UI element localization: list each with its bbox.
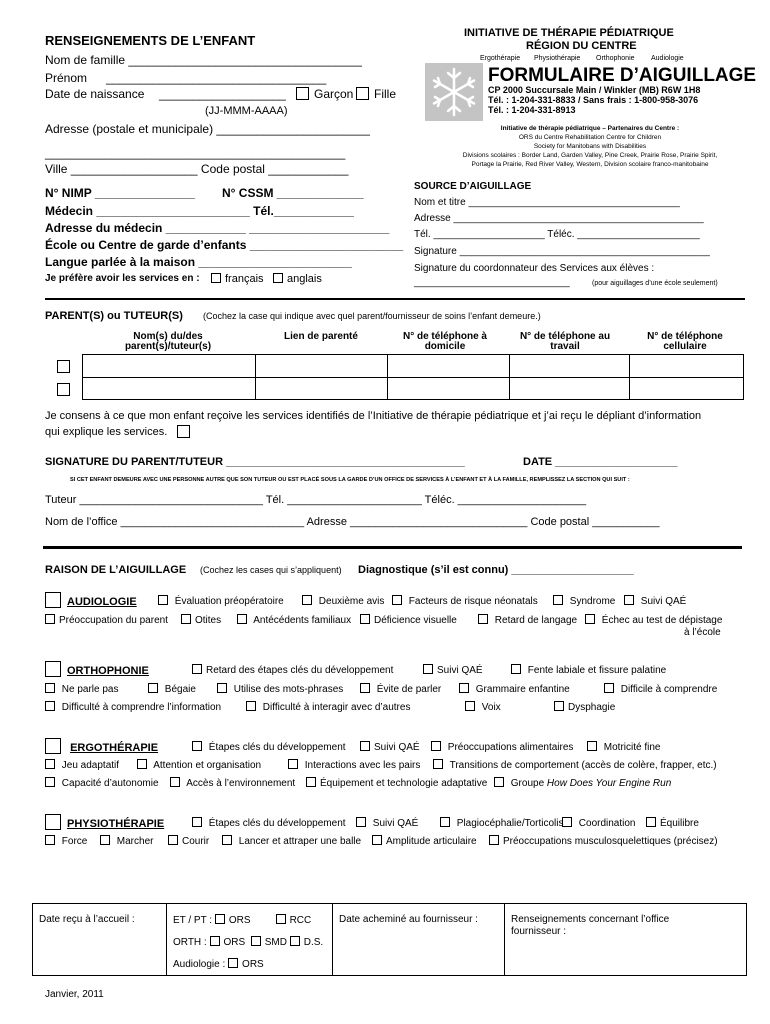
physio-option[interactable]: Équilibre — [646, 817, 699, 829]
initiative-title: INITIATIVE DE THÉRAPIE PÉDIATRIQUE — [464, 27, 674, 39]
parent-name-cell[interactable] — [83, 378, 256, 400]
ors-checkbox[interactable] — [210, 936, 220, 946]
date-sent-label: Date acheminé au fournisseur : — [339, 914, 478, 925]
child-section-title: RENSEIGNEMENTS DE L’ENFANT — [45, 33, 256, 48]
parent-name-cell[interactable] — [83, 355, 256, 378]
partners-title: Initiative de thérapie pédiatrique – Partenaires du Centre : — [500, 125, 680, 132]
discipline-ergo: Ergothérapie — [480, 55, 521, 62]
audio-option[interactable]: Otites — [181, 614, 221, 626]
school-field[interactable]: École ou Centre de garde d’enfants _______________________ — [45, 238, 404, 252]
french-label: français — [225, 273, 264, 285]
first-name-label: Prénom — [45, 71, 88, 85]
speech-option[interactable]: Suivi QAÉ — [423, 664, 483, 676]
checkbox-icon — [168, 835, 178, 845]
checkbox-icon — [302, 595, 312, 605]
speech-option[interactable]: Bégaie — [148, 683, 196, 695]
speech-option[interactable]: Difficile à comprendre — [604, 683, 717, 695]
ot-option[interactable]: Groupe How Does Your Engine Run — [494, 777, 671, 789]
ot-option[interactable]: Équipement et technologie adaptative — [306, 777, 487, 789]
guardian-note: SI CET ENFANT DEMEURE AVEC UNE PERSONNE AUTRE QUE SON TUTEUR OU EST PLACÉ SOUS LA GARDE D’UN OFFICE DE SERVICES À L’ENFANT ET À LA FAMILLE, REMPLISSEZ LA SECTION QUI SUIT : — [70, 477, 630, 483]
physio-option[interactable]: Amplitude articulaire — [372, 835, 477, 847]
physio-option[interactable]: Courir — [168, 835, 209, 847]
language-field[interactable]: Langue parlée à la maison _______________________ — [45, 255, 352, 269]
checkbox-icon — [237, 614, 247, 624]
table-row — [33, 904, 747, 976]
checkbox-icon — [217, 683, 227, 693]
checkbox-icon — [158, 595, 168, 605]
checkbox-icon — [45, 759, 55, 769]
col-header-names: Nom(s) du/des parent(s)/tuteur(s) — [124, 331, 212, 352]
physio-option[interactable]: Force — [45, 835, 87, 847]
speech-title: ORTHOPHONIE — [67, 665, 149, 677]
checkbox-icon — [273, 273, 283, 283]
reason-title: RAISON DE L’AIGUILLAGE — [45, 564, 187, 576]
footer-date: Janvier, 2011 — [45, 989, 104, 1000]
checkbox-icon — [45, 777, 55, 787]
col-header-cell-phone: N° de téléphone cellulaire — [647, 331, 723, 352]
speech-option[interactable]: Dysphagie — [554, 701, 615, 713]
english-checkbox[interactable] — [273, 273, 322, 285]
ot-section[interactable] — [45, 738, 158, 754]
table-row — [83, 378, 744, 400]
checkbox-icon — [306, 777, 316, 787]
checkbox-icon — [604, 683, 614, 693]
speech-option[interactable]: Grammaire enfantine — [459, 683, 570, 695]
source-title: SOURCE D’AIGUILLAGE — [414, 181, 532, 192]
checkbox-icon — [45, 614, 55, 624]
checkbox-icon — [587, 741, 597, 751]
parent-signature-field[interactable]: SIGNATURE DU PARENT/TUTEUR _______________________________________ — [45, 456, 465, 468]
parent1-checkbox[interactable] — [57, 360, 70, 373]
audio-option-cont: à l’école — [684, 627, 721, 638]
doctor-field[interactable]: Médecin _______________________ Tél.____________ — [45, 204, 354, 218]
discipline-physio: Physiothérapie — [534, 55, 581, 62]
date-received-cell[interactable] — [33, 904, 167, 976]
coordinator-signature-field[interactable]: ____________________________ — [414, 277, 570, 288]
audio-option[interactable]: Facteurs de risque néonatals — [392, 595, 538, 607]
speech-option[interactable]: Évite de parler — [360, 683, 441, 695]
checkbox-icon — [192, 741, 202, 751]
ot-option[interactable]: Préoccupations alimentaires — [431, 741, 573, 753]
checkbox-icon — [100, 835, 110, 845]
french-checkbox[interactable] — [211, 273, 264, 285]
header-address: CP 2000 Succursale Main / Winkler (MB) R6W 1H8 — [488, 85, 701, 95]
parents-table — [82, 354, 744, 400]
discipline-ortho: Orthophonie — [596, 55, 635, 62]
referral-destination-cell: ET / PT : ORS RCC ORTH : ORS SMD D.S. Audiologie : ORS — [167, 904, 333, 976]
parents-instruction: (Cochez la case qui indique avec quel parent/fournisseur de soins l’enfant demeure.) — [203, 311, 541, 321]
speech-option[interactable]: Difficulté à interagir avec d’autres — [246, 701, 410, 713]
office-info-cell[interactable] — [505, 904, 747, 976]
cell-phone-cell[interactable] — [630, 355, 744, 378]
partners-line4: Portage la Prairie, Red River Valley, Western, Division scolaire franco-manitobaine — [471, 161, 709, 168]
speech-option[interactable]: Utilise des mots-phrases — [217, 683, 343, 695]
physio-option[interactable]: Préoccupations musculosquelettiques (précisez) — [489, 835, 718, 847]
dob-field[interactable]: ___________________ — [159, 87, 286, 101]
dob-label: Date de naissance — [45, 87, 145, 101]
checkbox-icon — [494, 777, 504, 787]
physio-option[interactable]: Coordination — [562, 817, 636, 829]
divider — [45, 298, 745, 300]
parents-title: PARENT(S) ou TUTEUR(S) — [45, 310, 183, 322]
checkbox-icon — [45, 592, 61, 608]
ors-checkbox[interactable] — [215, 914, 225, 924]
checkbox-icon — [360, 614, 370, 624]
checkbox-icon — [440, 817, 450, 827]
consent-text-2: qui explique les services. — [45, 426, 168, 438]
checkbox-icon — [489, 835, 499, 845]
checkbox-icon — [459, 683, 469, 693]
checkbox-icon — [45, 701, 55, 711]
office-use-table — [32, 903, 747, 976]
audio-option[interactable]: Évaluation préopératoire — [158, 595, 284, 607]
audio-option[interactable]: Échec au test de dépistage — [585, 614, 722, 626]
home-phone-cell[interactable] — [388, 378, 510, 400]
boy-checkbox[interactable] — [296, 87, 353, 100]
checkbox-icon — [553, 595, 563, 605]
source-address-field[interactable]: Adresse _____________________________________________ — [414, 213, 704, 224]
ot-option[interactable]: Capacité d’autonomie — [45, 777, 159, 789]
office-info-label: Renseignements concernant l’office fournisseur : — [511, 914, 670, 937]
checkbox-icon — [646, 817, 656, 827]
checkbox-icon — [554, 701, 564, 711]
checkbox-icon — [372, 835, 382, 845]
ot-title: ERGOTHÉRAPIE — [70, 742, 159, 754]
source-phone-field[interactable]: Tél. ____________________ Téléc. ______________________ — [414, 229, 700, 240]
physio-option[interactable]: Étapes clés du développement — [192, 817, 346, 829]
ot-option[interactable]: Attention et organisation — [137, 759, 261, 771]
work-phone-cell[interactable] — [510, 355, 630, 378]
speech-option[interactable]: Ne parle pas — [45, 683, 118, 695]
checkbox-icon — [192, 664, 202, 674]
english-label: anglais — [287, 273, 322, 285]
rcc-checkbox[interactable] — [276, 914, 286, 924]
physio-option[interactable]: Suivi QAÉ — [356, 817, 418, 829]
reason-instruction: (Cochez les cases qui s’appliquent) — [200, 565, 342, 575]
diagnosis-field[interactable]: Diagnostique (s’il est connu) ____________________ — [358, 564, 634, 576]
guardian-field[interactable]: Tuteur ______________________________ Tél. ______________________ Téléc. _____________________ — [45, 494, 587, 506]
audio-option[interactable]: Retard de langage — [478, 614, 577, 626]
speech-option[interactable]: Retard des étapes clés du développement — [192, 664, 393, 676]
checkbox-icon — [296, 87, 309, 100]
date-received-label: Date reçu à l’accueil : — [39, 914, 135, 925]
audio-option[interactable]: Syndrome — [553, 595, 615, 607]
checkbox-icon — [181, 614, 191, 624]
checkbox-icon — [585, 614, 595, 624]
ot-option[interactable]: Étapes clés du développement — [192, 741, 346, 753]
ot-option[interactable]: Interactions avec les pairs — [288, 759, 420, 771]
col-header-relation: Lien de parenté — [284, 331, 358, 342]
office-field[interactable]: Nom de l’office ______________________________ Adresse _____________________________ Code postal ___________ — [45, 516, 660, 528]
checkbox-icon — [45, 738, 61, 754]
boy-label: Garçon — [314, 87, 354, 101]
table-row — [83, 355, 744, 378]
speech-option[interactable]: Difficulté à comprendre l’information — [45, 701, 221, 713]
audio-option[interactable]: Préoccupation du parent — [45, 614, 168, 626]
audiology-section[interactable] — [45, 592, 137, 608]
checkbox-icon — [192, 817, 202, 827]
checkbox-icon — [465, 701, 475, 711]
relation-cell[interactable] — [256, 355, 388, 378]
doctor-address-field[interactable]: Adresse du médecin ____________ _____________________ — [45, 221, 390, 235]
consent-text-1: Je consens à ce que mon enfant reçoive les services identifiés de l’Initiative de thérapie pédiatrique et j’ai reçu le dépliant d’information — [45, 410, 702, 422]
checkbox-icon — [511, 664, 521, 674]
work-phone-cell[interactable] — [510, 378, 630, 400]
address-field[interactable]: Adresse (postale et municipale) _______________________ — [45, 122, 370, 136]
header-fax: Tél. : 1-204-331-8913 — [488, 105, 576, 115]
audio-option[interactable]: Déficience visuelle — [360, 614, 457, 626]
relation-cell[interactable] — [256, 378, 388, 400]
cell-phone-cell[interactable] — [630, 378, 744, 400]
speech-option[interactable]: Voix — [465, 701, 501, 713]
date-sent-cell[interactable] — [333, 904, 505, 976]
checkbox-icon — [356, 87, 369, 100]
checkbox-icon — [45, 683, 55, 693]
col-header-home-phone: N° de téléphone à domicile — [402, 331, 487, 352]
checkbox-icon — [288, 759, 298, 769]
divider — [43, 546, 742, 549]
et-pt-label: ET / PT : — [173, 915, 213, 926]
audio-option[interactable]: Deuxième avis — [302, 595, 384, 607]
family-name-field[interactable]: Nom de famille ___________________________________ — [45, 53, 362, 67]
checkbox-icon — [360, 683, 370, 693]
checkbox-icon — [423, 664, 433, 674]
audiology-title: AUDIOLOGIE — [67, 596, 137, 608]
group-name: How Does Your Engine Run — [546, 778, 672, 789]
ot-option[interactable]: Transitions de comportement (accès de colère, frapper, etc.) — [433, 759, 717, 771]
header-phone: Tél. : 1-204-331-8833 / Sans frais : 1-800-958-3076 — [488, 95, 699, 105]
snowflake-logo-icon — [425, 63, 483, 121]
ors-checkbox[interactable] — [228, 958, 238, 968]
source-signature-field[interactable]: Signature _____________________________________________ — [414, 246, 710, 257]
audio-option[interactable]: Suivi QAÉ — [624, 595, 686, 607]
checkbox-icon — [148, 683, 158, 693]
discipline-audio: Audiologie — [651, 55, 684, 62]
checkbox-icon — [246, 701, 256, 711]
ot-option[interactable]: Motricité fine — [587, 741, 660, 753]
city-postal-field[interactable]: Ville ___________________ Code postal ____________ — [45, 162, 349, 176]
coordinator-signature-label: Signature du coordonnateur des Services aux élèves : — [414, 263, 655, 274]
col-header-work-phone: N° de téléphone au travail — [519, 331, 611, 352]
orth-label: ORTH : — [173, 937, 207, 948]
signature-date-field[interactable]: DATE ____________________ — [523, 456, 678, 468]
cssm-field[interactable]: N° CSSM _____________ — [222, 186, 364, 200]
physio-option[interactable]: Lancer et attraper une balle — [222, 835, 361, 847]
address-line2[interactable]: _____________________________________________ — [45, 146, 346, 160]
home-phone-cell[interactable] — [388, 355, 510, 378]
physio-option[interactable]: Marcher — [100, 835, 153, 847]
checkbox-icon — [45, 661, 61, 677]
smd-checkbox[interactable] — [251, 936, 261, 946]
speech-section[interactable] — [45, 661, 149, 677]
ot-option[interactable]: Jeu adaptatif — [45, 759, 119, 771]
checkbox-icon — [624, 595, 634, 605]
audiology-label: Audiologie : — [173, 959, 226, 970]
audio-option[interactable]: Antécédents familiaux — [237, 614, 351, 626]
region-title: RÉGION DU CENTRE — [526, 40, 637, 52]
checkbox-icon — [433, 759, 443, 769]
checkbox-icon — [356, 817, 366, 827]
checkbox-icon — [478, 614, 488, 624]
checkbox-icon — [211, 273, 221, 283]
partners-line1: ORS du Centre Rehabilitation Centre for Children — [518, 134, 662, 141]
ot-option[interactable]: Accès à l’environnement — [170, 777, 295, 789]
checkbox-icon — [45, 814, 61, 830]
checkbox-icon — [222, 835, 232, 845]
physio-section[interactable] — [45, 814, 164, 830]
checkbox-icon — [45, 835, 55, 845]
ot-option[interactable]: Suivi QAÉ — [360, 741, 420, 753]
physio-title: PHYSIOTHÉRAPIE — [67, 818, 165, 830]
form-title: FORMULAIRE D’AIGUILLAGE — [488, 65, 757, 86]
parent2-checkbox[interactable] — [57, 383, 70, 396]
source-name-field[interactable]: Nom et titre ______________________________________ — [414, 197, 680, 208]
checkbox-icon — [392, 595, 402, 605]
girl-label: Fille — [374, 87, 397, 101]
checkbox-icon — [562, 817, 572, 827]
girl-checkbox[interactable] — [356, 87, 396, 100]
nimp-field[interactable]: N° NIMP _______________ — [45, 186, 196, 200]
ds-checkbox[interactable] — [290, 936, 300, 946]
services-preference-label: Je préfère avoir les services en : — [45, 273, 200, 284]
coordinator-note: (pour aiguillages d’une école seulement) — [592, 280, 718, 287]
physio-option[interactable]: Plagiocéphalie/Torticolis — [440, 817, 564, 829]
checkbox-icon — [431, 741, 441, 751]
speech-option[interactable]: Fente labiale et fissure palatine — [511, 664, 666, 676]
checkbox-icon — [137, 759, 147, 769]
checkbox-icon — [360, 741, 370, 751]
checkbox-icon — [170, 777, 180, 787]
first-name-field[interactable]: _________________________________ — [106, 71, 327, 85]
consent-checkbox[interactable] — [177, 425, 190, 438]
partners-line2: Society for Manitobans with Disabilities — [533, 143, 647, 150]
partners-line3: Divisions scolaires : Border Land, Garden Valley, Pine Creek, Prairie Rose, Prairie Spirit, — [462, 152, 718, 159]
dob-format-hint: (JJ-MMM-AAAA) — [205, 105, 288, 117]
